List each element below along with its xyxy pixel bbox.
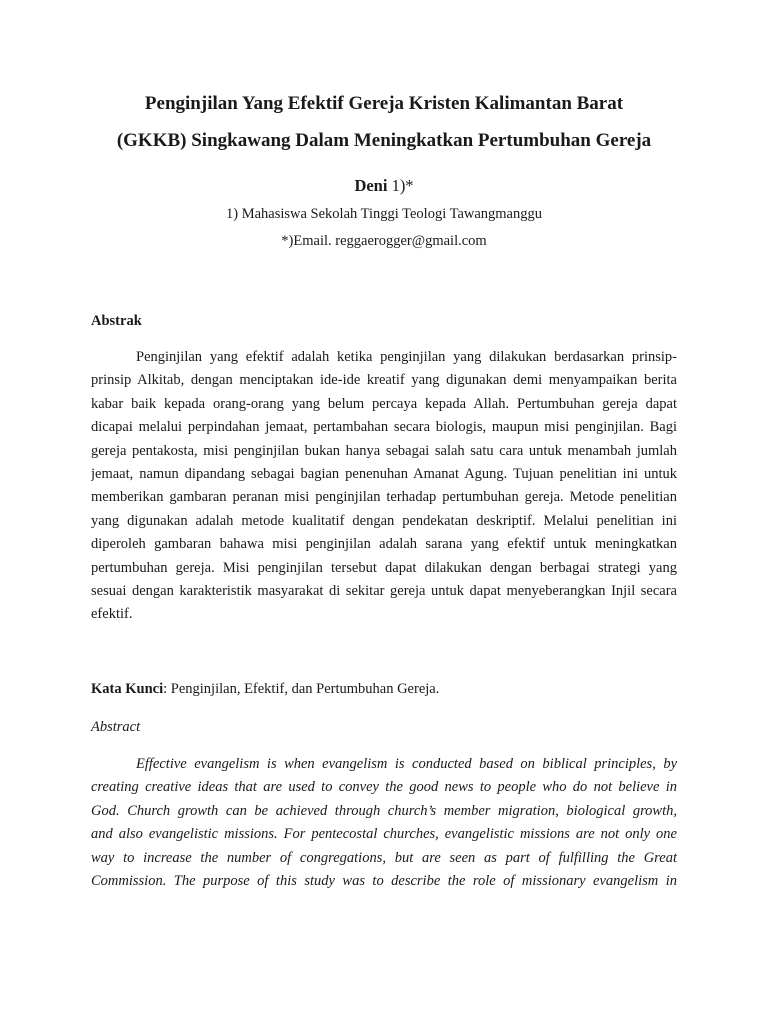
title-line-1: Penginjilan Yang Efektif Gereja Kristen Kalimantan Barat xyxy=(144,93,624,114)
abstract-line: way to increase the number of congregations, but are seen as part of fulfilling the Great xyxy=(91,849,677,866)
abstrak-line: Penginjilan yang efektif adalah ketika penginjilan yang dilakukan berdasarkan prinsip- xyxy=(136,349,677,365)
abstract-body xyxy=(91,753,677,893)
abstrak-line: efektif. xyxy=(91,606,133,623)
abstract-line: God. Church growth can be achieved through church’s member migration, biological growth, xyxy=(91,802,677,819)
abstract-heading: Abstract xyxy=(91,719,141,735)
abstrak-body xyxy=(91,346,677,627)
email: *)Email. reggaerogger@gmail.com xyxy=(281,233,487,249)
abstrak-line: pertumbuhan gereja. Misi penginjilan tersebut dapat dilakukan dengan berbagai strategi yang xyxy=(91,559,677,576)
author-mark: 1)* xyxy=(387,176,414,195)
abstract-line: Effective evangelism is when evangelism is conducted based on biblical principles, by xyxy=(136,756,677,772)
abstrak-heading: Abstrak xyxy=(91,313,142,329)
abstrak-line: yang digunakan adalah metode kualitatif dengan pendekatan deskriptif. Melalui penelitian ini xyxy=(91,512,677,529)
abstrak-line: sesuai dengan karakteristik masyarakat di sekitar gereja untuk dapat menyeberangkan Injil secara xyxy=(91,582,677,599)
abstrak-line: memberikan gambaran peranan misi penginjilan terhadap pertumbuhan gereja. Metode penelitian xyxy=(91,489,677,506)
keywords xyxy=(91,681,439,698)
author-name: Deni xyxy=(354,176,388,195)
abstrak-line: prinsip Alkitab, dengan menciptakan ide-ide kreatif yang digunakan demi menyampaikan berita xyxy=(91,372,677,389)
abstrak-line: dicapai melalui perpindahan jemaat, pertambahan secara biologis, maupun misi penginjilan. Bagi xyxy=(91,419,677,436)
abstract-line: Commission. The purpose of this study was to describe the role of missionary evangelism in xyxy=(91,872,677,889)
author-line xyxy=(60,176,708,196)
affiliation: 1) Mahasiswa Sekolah Tinggi Teologi Tawangmanggu xyxy=(225,206,542,222)
title-line-2: (GKKB) Singkawang Dalam Meningkatkan Pertumbuhan Gereja xyxy=(116,130,652,151)
abstract-line: creating creative ideas that are used to convey the good news to people who do not believe in xyxy=(91,779,677,796)
abstrak-line: jemaat, namun dipandang sebagai bagian penenuhan Amanat Agung. Tujuan penelitian ini untuk xyxy=(91,465,677,482)
abstract-line: and also evangelistic missions. For pentecostal churches, evangelistic missions are not only one xyxy=(91,826,677,843)
abstrak-line: kabar baik kepada orang-orang yang belum percaya kepada Allah. Pertumbuhan gereja dapat xyxy=(91,395,677,412)
abstrak-line: gereja pentakosta, misi penginjilan bukan hanya sebagai salah satu cara untuk menambah jumlah xyxy=(91,442,677,459)
keywords-text: : Penginjilan, Efektif, dan Pertumbuhan Gereja. xyxy=(163,681,440,697)
abstrak-line: diperoleh gambaran bahawa misi penginjilan adalah sarana yang efektif untuk meningkatkan xyxy=(91,536,677,553)
keywords-label: Kata Kunci xyxy=(91,681,164,697)
